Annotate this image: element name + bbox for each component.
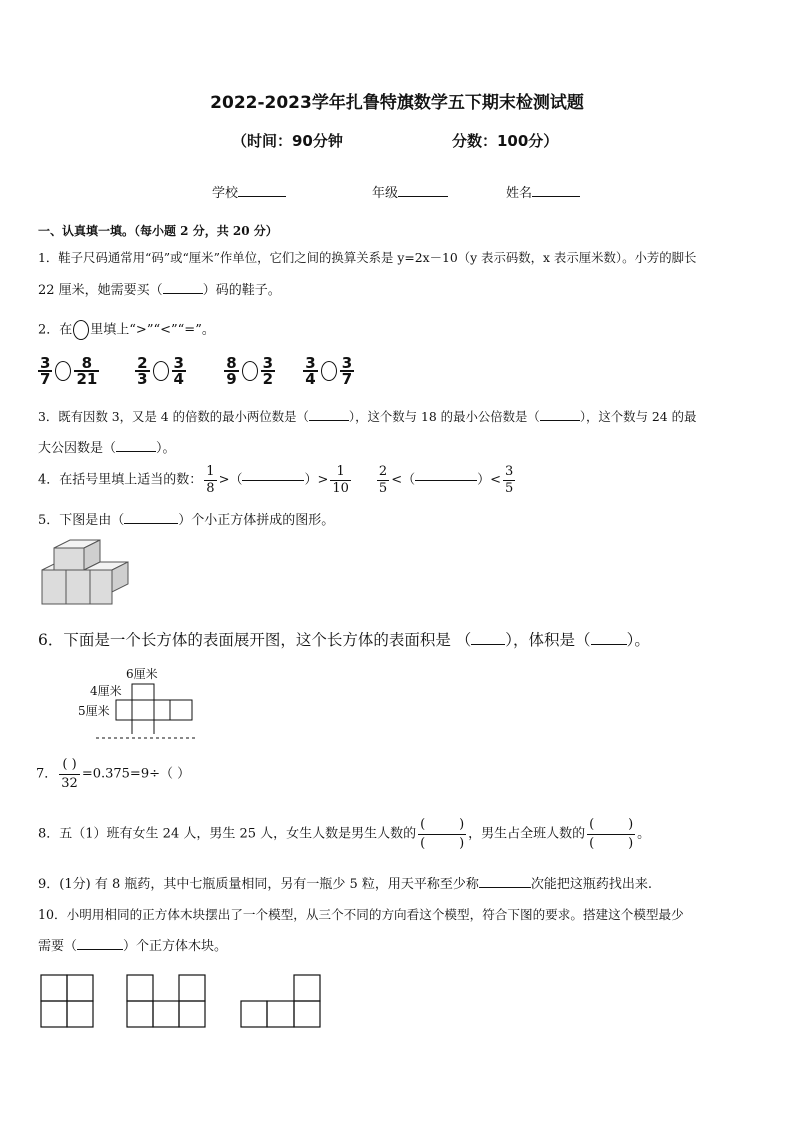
q3-line2: [38, 440, 176, 458]
q7-blank-numerator[interactable]: ( ): [59, 756, 80, 775]
comparison-item: [222, 356, 296, 386]
grade-field: [372, 182, 448, 201]
q8-text-a: 8．五（1）班有女生 24 人，男生 25 人，女生人数是男生人数的: [38, 826, 417, 842]
q6-text-c: ）。: [626, 631, 650, 649]
q1-line1: 1．鞋子尺码通常用“码”或“厘米”作单位，它们之间的换算关系是 y=2x－10（y 表示码数，x 表示厘米数）。小芳的脚长: [38, 250, 697, 265]
q10-line1: 10．小明用相同的正方体木块摆出了一个模型，从三个不同的方向看这个模型，符合下图的要求。搭建这个模型最少: [38, 907, 684, 922]
q9-text-b: 次能把这瓶药找出来.: [530, 877, 653, 892]
q5-blank[interactable]: [124, 523, 178, 524]
page-title: 2022-2023学年扎鲁特旗数学五下期末检测试题: [210, 93, 584, 113]
compare-circle[interactable]: [153, 361, 169, 381]
q9-blank[interactable]: [479, 887, 531, 888]
compare-circle[interactable]: [55, 361, 71, 381]
q4-line: [38, 464, 517, 497]
name-blank[interactable]: [532, 196, 580, 197]
q9-text-a: 9．(1分) 有 8 瓶药，其中七瓶质量相同，另有一瓶少 5 粒，用天平称至少称: [38, 877, 479, 892]
fraction: $\frac{3}{5}$: [505, 464, 514, 496]
fraction: $\frac{3}{7}$: [341, 354, 353, 388]
q3-blank-2[interactable]: [540, 420, 580, 421]
exam-time: （时间：90分钟: [232, 132, 343, 150]
school-blank[interactable]: [238, 196, 286, 197]
compare-circle-icon: [73, 320, 89, 340]
compare-circle[interactable]: [242, 361, 258, 381]
q8-text-c: 。: [637, 826, 651, 842]
q4-blank-2[interactable]: [415, 480, 477, 481]
view-side-figure: [126, 974, 210, 1030]
cube-stack-figure: [40, 540, 132, 608]
q4-close-lt: ）<: [477, 472, 502, 488]
comparison-item: [36, 356, 124, 386]
fraction: $\frac{8}{9}$: [226, 354, 237, 388]
q1-answer-blank[interactable]: [163, 293, 203, 294]
q7-line: [36, 756, 190, 793]
cuboid-net-figure: [116, 684, 196, 740]
school-field: [212, 182, 286, 201]
q4-text-a: 4．在括号里填上适当的数：: [38, 472, 203, 488]
q1-line2: [38, 282, 281, 300]
fraction: $\frac{8}{21}$: [76, 354, 98, 388]
q3-blank-1[interactable]: [309, 420, 349, 421]
fraction: $\frac{3}{4}$: [305, 354, 316, 388]
exam-score: 分数：100分）: [452, 132, 559, 150]
net-label-6cm: 6厘米: [126, 667, 158, 681]
grade-blank[interactable]: [398, 196, 448, 197]
name-field: [506, 182, 580, 201]
q2-comparisons: [36, 356, 375, 386]
q10-text-b: ）个正方体木块。: [123, 939, 228, 954]
q6-line: [38, 630, 650, 650]
fraction: $\frac{3}{2}$: [262, 354, 274, 388]
q3-text-c: ），这个数与 24 的最: [579, 409, 697, 424]
q7-tail: =0.375=9÷（ ）: [81, 766, 191, 782]
q10-line2: [38, 938, 227, 956]
q3-text-e: ）。: [156, 441, 176, 456]
fraction: $\frac{( )}{32}$: [61, 757, 78, 791]
q4-lt: <（: [391, 472, 416, 488]
q3-text-b: ），这个数与 18 的最小公倍数是（: [348, 409, 540, 424]
q4-blank-1[interactable]: [242, 480, 304, 481]
section-heading: 一、认真填一填。（每小题 2 分，共 20 分）: [38, 224, 278, 238]
grade-label: 年级: [372, 186, 399, 201]
q6-blank-1[interactable]: [471, 644, 505, 645]
compare-circle[interactable]: [321, 361, 337, 381]
q6-text-a: 6．下面是一个长方体的表面展开图，这个长方体的表面积是 （: [38, 631, 472, 649]
q8-fraction-blank-1[interactable]: ( ) ( ): [420, 817, 465, 851]
view-top-figure: [240, 974, 324, 1030]
q10-text-a: 需要（: [38, 939, 78, 954]
q3-blank-3[interactable]: [116, 451, 156, 452]
q4-gt: >（: [218, 472, 243, 488]
q2-text-a: 2．在: [38, 322, 73, 338]
q8-fraction-blank-2[interactable]: ( ) ( ): [589, 817, 634, 851]
view-front-figure: [40, 974, 96, 1030]
q7-number: 7．: [36, 766, 58, 782]
fraction: $\frac{3}{4}$: [173, 354, 184, 388]
q3-line1: [38, 408, 696, 426]
comparison-item: [301, 356, 375, 386]
q6-text-b: ），体积是（: [505, 631, 591, 649]
fraction: $\frac{1}{8}$: [206, 464, 215, 496]
net-label-4cm: 4厘米: [90, 684, 122, 698]
q10-blank[interactable]: [77, 949, 123, 950]
fraction: $\frac{1}{10}$: [332, 464, 349, 496]
q6-blank-2[interactable]: [591, 644, 627, 645]
q1-text-b: ）码的鞋子。: [202, 283, 281, 298]
q5-text-a: 5．下图是由（: [38, 513, 125, 528]
fraction: $\frac{2}{3}$: [137, 354, 148, 388]
q8-line: [38, 816, 650, 853]
q5-line: [38, 512, 334, 530]
q3-text-a: 3．既有因数 3，又是 4 的倍数的最小两位数是（: [38, 409, 309, 424]
q4-close-gt: ）>: [304, 472, 329, 488]
name-label: 姓名: [506, 186, 533, 201]
q2-text-b: 里填上“>”“<”“=”。: [90, 322, 215, 338]
net-label-5cm: 5厘米: [78, 704, 110, 718]
school-label: 学校: [212, 186, 239, 201]
q9-line: [38, 876, 652, 894]
comparison-item: [133, 356, 213, 386]
fraction: $\frac{2}{5}$: [378, 464, 388, 496]
q1-text-a: 22 厘米，她需要买（: [38, 283, 163, 298]
q5-text-b: ）个小正方体拼成的图形。: [178, 513, 335, 528]
q2-line: [38, 320, 215, 340]
q3-text-d: 大公因数是（: [38, 441, 117, 456]
q8-text-b: ，男生占全班人数的: [468, 826, 586, 842]
fraction: $\frac{3}{7}$: [40, 354, 51, 388]
